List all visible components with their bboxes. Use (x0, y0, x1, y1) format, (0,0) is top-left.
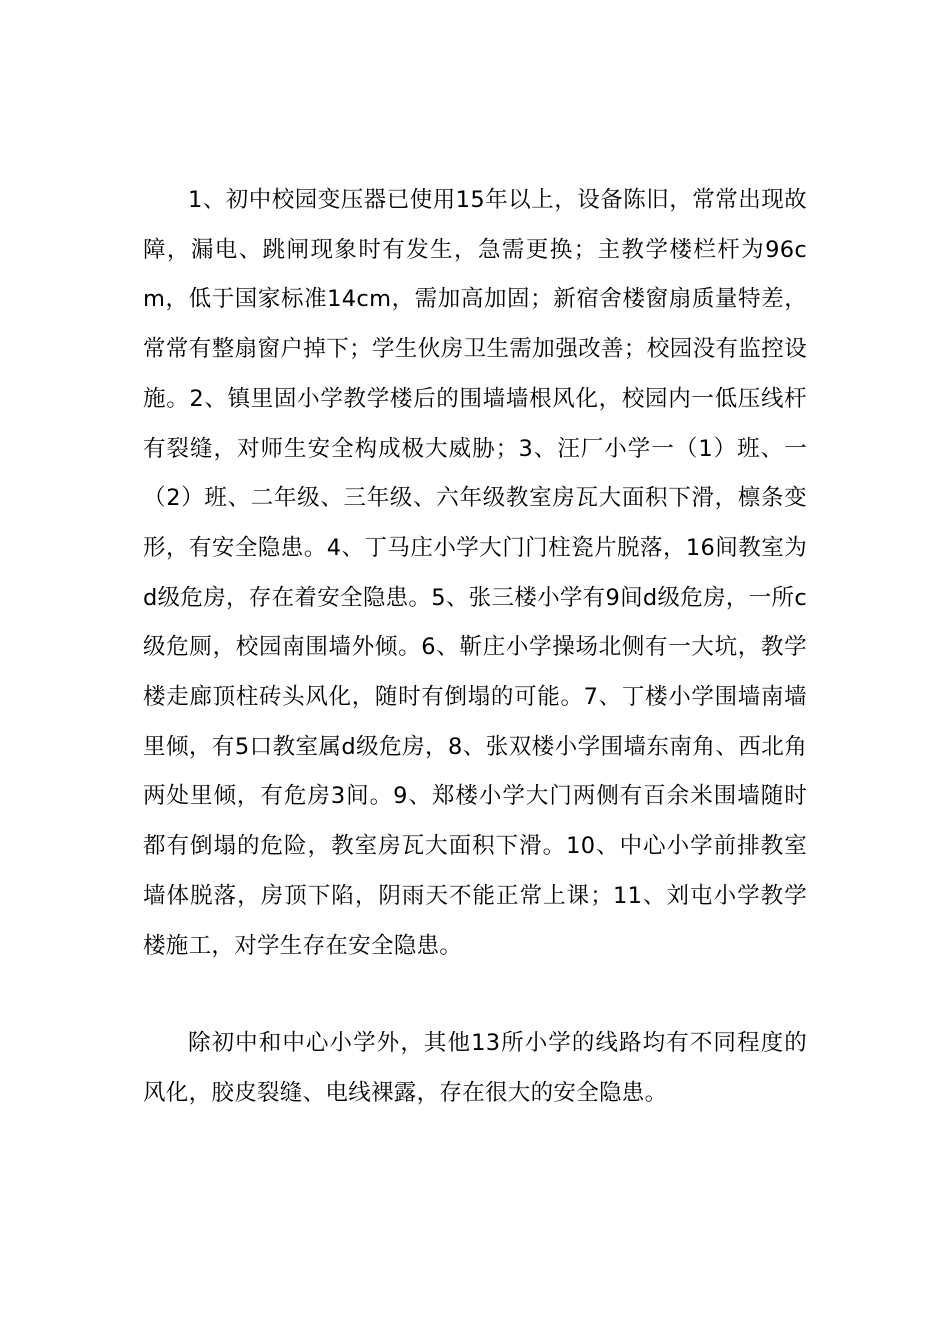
paragraph-wiring-summary: 除初中和中心小学外，其他13所小学的线路均有不同程度的风化，胶皮裂缝、电线裸露，存在很大的安全隐患。 (143, 1030, 807, 1106)
paragraph-hazards-list: 1、初中校园变压器已使用15年以上，设备陈旧，常常出现故障，漏电、跳闸现象时有发生，急需更换；主教学楼栏杆为96cm，低于国家标准14cm，需加高加固；新宿舍楼窗扇质量特差，常常有整扇窗户掉下；学生伙房卫生需加强改善；校园没有监控设施。2、镇里固小学教学楼后的围墙墙根风化，校园内一低压线杆有裂缝，对师生安全构成极大威胁；3、汪厂小学一（1）班、一（2）班、二年级、三年级、六年级教室房瓦大面积下滑，檩条变形，有安全隐患。4、丁马庄小学大门门柱瓷片脱落，16间教室为d级危房，存在着安全隐患。5、张三楼小学有9间d级危房，一所c级危厕，校园南围墙外倾。6、靳庄小学操场北侧有一大坑，教学楼走廊顶柱砖头风化，随时有倒塌的可能。7、丁楼小学围墙南墙里倾，有5口教室属d级危房，8、张双楼小学围墙东南角、西北角两处里倾，有危房3间。9、郑楼小学大门两侧有百余米围墙随时都有倒塌的危险，教室房瓦大面积下滑。10、中心小学前排教室墙体脱落，房顶下陷，阴雨天不能正常上课；11、刘屯小学教学楼施工，对学生存在安全隐患。 (143, 187, 807, 959)
document-body (143, 176, 807, 1119)
